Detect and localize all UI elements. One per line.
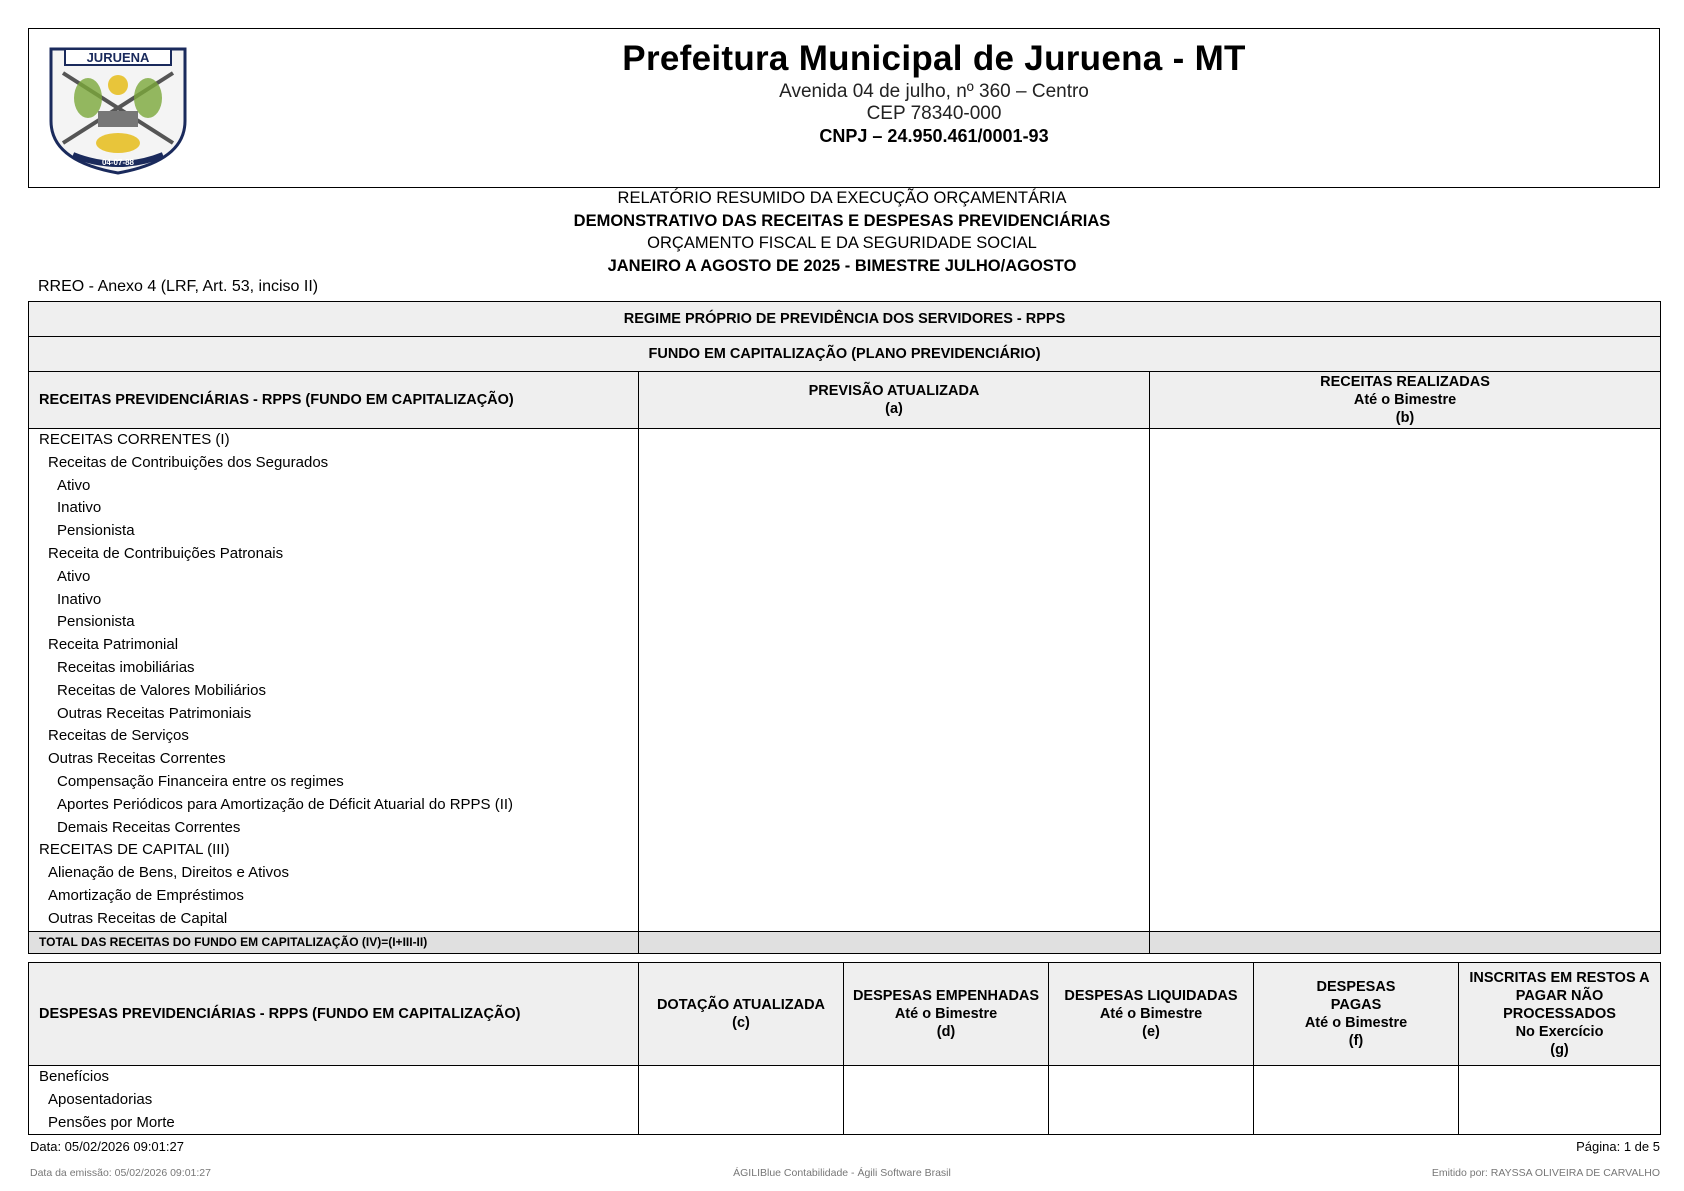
despesas-rows [29, 1066, 639, 1135]
previsao-col-header [639, 372, 1150, 429]
list-item: Pensionista [57, 522, 135, 540]
previsao-values-cell [639, 429, 1150, 932]
header-box [28, 28, 1660, 188]
pagas-period: Até o Bimestre [1304, 1015, 1408, 1031]
list-item: Benefícios [39, 1068, 110, 1085]
list-item: Aportes Periódicos para Amortização de Déficit Atuarial do RPPS (II) [57, 795, 514, 813]
list-item: Inativo [57, 499, 102, 517]
list-item: Receitas de Valores Mobiliários [57, 681, 266, 699]
list-item: Receitas imobiliárias [57, 658, 195, 676]
restos-label-3: PROCESSADOS [1503, 1006, 1616, 1022]
footer-software: ÁGILIBlue Contabilidade - Ágili Software Brasil [733, 1167, 951, 1179]
pagas-label-1: DESPESAS [1316, 979, 1396, 995]
receitas-col-header: RECEITAS PREVIDENCIÁRIAS - RPPS (FUNDO EM CAPITALIZAÇÃO) [29, 372, 639, 429]
liquidadas-col-header [1049, 963, 1254, 1066]
list-item: Outras Receitas de Capital [48, 909, 228, 927]
liquidadas-period: Até o Bimestre [1099, 1006, 1203, 1022]
total-receitas-label: TOTAL DAS RECEITAS DO FUNDO EM CAPITALIZAÇÃO (IV)=(I+III-II) [29, 931, 639, 953]
header-text [229, 37, 1639, 147]
empenhadas-label: DESPESAS EMPENHADAS [852, 988, 1040, 1004]
report-title-line2: DEMONSTRATIVO DAS RECEITAS E DESPESAS PREVIDENCIÁRIAS [573, 211, 1111, 230]
restos-period: No Exercício [1515, 1024, 1604, 1040]
realizadas-values-cell [1150, 429, 1661, 932]
restos-code: (g) [1550, 1042, 1569, 1058]
report-title-line3: ORÇAMENTO FISCAL E DA SEGURIDADE SOCIAL [647, 234, 1037, 252]
footer-emission-date: Data da emissão: 05/02/2026 09:01:27 [30, 1167, 211, 1179]
restos-col-header [1459, 963, 1661, 1066]
annex-label: RREO - Anexo 4 (LRF, Art. 53, inciso II) [38, 278, 319, 295]
footer-issued-by: Emitido por: RAYSSA OLIVEIRA DE CARVALHO [1431, 1167, 1660, 1179]
list-item: Ativo [57, 476, 91, 494]
list-item: Receita de Contribuições Patronais [48, 544, 284, 562]
empenhadas-period: Até o Bimestre [894, 1006, 998, 1022]
realizadas-label: RECEITAS REALIZADAS [1320, 374, 1490, 390]
pagas-values-cell [1254, 1066, 1459, 1135]
list-item: Inativo [57, 590, 102, 608]
realizadas-code: (b) [1395, 410, 1415, 426]
despesas-table [28, 962, 1661, 1135]
footer-date: Data: 05/02/2026 09:01:27 [30, 1139, 184, 1154]
footer-page-number: Página: 1 de 5 [1576, 1139, 1660, 1154]
municipal-crest-icon [43, 43, 193, 178]
dotacao-col-header [639, 963, 844, 1066]
previsao-label: PREVISÃO ATUALIZADA [808, 383, 980, 399]
realizadas-col-header [1150, 372, 1661, 429]
crest-label: JURUENA [86, 50, 150, 65]
report-title-line1: RELATÓRIO RESUMIDO DA EXECUÇÃO ORÇAMENTÁRIA [617, 189, 1067, 207]
empenhadas-col-header [844, 963, 1049, 1066]
receitas-table [28, 301, 1661, 954]
list-item: Alienação de Bens, Direitos e Ativos [48, 864, 289, 882]
list-item: RECEITAS CORRENTES (I) [39, 431, 230, 448]
receitas-rows [29, 429, 639, 932]
list-item: Receita Patrimonial [48, 636, 179, 654]
restos-label-1: INSCRITAS EM RESTOS A [1469, 970, 1650, 986]
empenhadas-code: (d) [936, 1024, 956, 1040]
report-title-line4: JANEIRO A AGOSTO DE 2025 - BIMESTRE JULHO/AGOSTO [607, 256, 1077, 275]
cep: CEP 78340-000 [866, 103, 1002, 124]
pagas-col-header [1254, 963, 1459, 1066]
liquidadas-label: DESPESAS LIQUIDADAS [1064, 988, 1238, 1004]
band-fundo: FUNDO EM CAPITALIZAÇÃO (PLANO PREVIDENCIÁRIO) [29, 337, 1661, 372]
list-item: Receitas de Serviços [48, 727, 189, 745]
list-item: Amortização de Empréstimos [48, 886, 244, 904]
page-title: Prefeitura Municipal de Juruena - MT [622, 39, 1246, 78]
list-item: RECEITAS DE CAPITAL (III) [39, 841, 230, 859]
cnpj: CNPJ – 24.950.461/0001-93 [819, 126, 1049, 146]
dotacao-values-cell [639, 1066, 844, 1135]
address: Avenida 04 de julho, nº 360 – Centro [779, 81, 1089, 102]
dotacao-code: (c) [732, 1015, 750, 1031]
dotacao-label: DOTAÇÃO ATUALIZADA [656, 997, 826, 1013]
list-item: Compensação Financeira entre os regimes [57, 772, 344, 790]
restos-values-cell [1459, 1066, 1661, 1135]
empenhadas-values-cell [844, 1066, 1049, 1135]
report-titles [0, 187, 1684, 277]
crest-date: 04-07-88 [101, 158, 135, 167]
pagas-code: (f) [1348, 1033, 1364, 1049]
list-item: Aposentadorias [48, 1090, 153, 1108]
list-item: Outras Receitas Patrimoniais [57, 704, 252, 722]
list-item: Ativo [57, 567, 91, 585]
realizadas-period: Até o Bimestre [1353, 392, 1457, 408]
list-item: Pensionista [57, 613, 135, 631]
previsao-code: (a) [885, 401, 903, 417]
restos-label-2: PAGAR NÃO [1515, 988, 1604, 1004]
total-realizadas-cell [1150, 931, 1661, 953]
band-rpps: REGIME PRÓPRIO DE PREVIDÊNCIA DOS SERVIDORES - RPPS [29, 302, 1661, 337]
list-item: Receitas de Contribuições dos Segurados [48, 453, 329, 471]
list-item: Outras Receitas Correntes [48, 750, 226, 768]
list-item: Demais Receitas Correntes [57, 818, 241, 836]
total-previsao-cell [639, 931, 1150, 953]
despesas-col-header: DESPESAS PREVIDENCIÁRIAS - RPPS (FUNDO EM CAPITALIZAÇÃO) [29, 963, 639, 1066]
list-item: Pensões por Morte [48, 1113, 175, 1131]
liquidadas-code: (e) [1142, 1024, 1160, 1040]
liquidadas-values-cell [1049, 1066, 1254, 1135]
pagas-label-2: PAGAS [1330, 997, 1382, 1013]
